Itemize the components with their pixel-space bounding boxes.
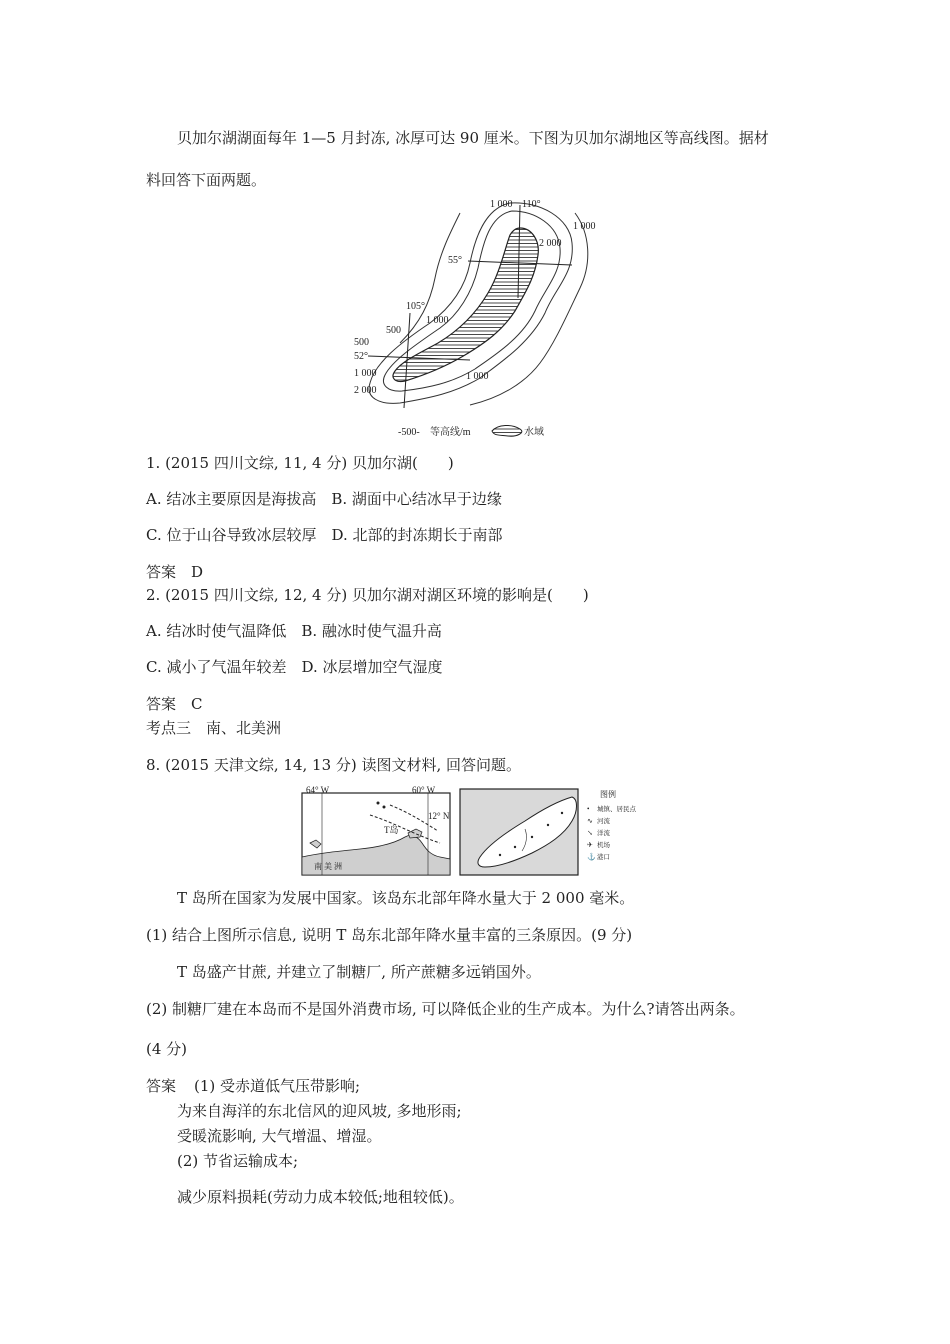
town-dot — [561, 812, 563, 814]
baikal-contour-map — [340, 193, 610, 443]
town-dot — [531, 836, 533, 838]
t-island-map-svg — [300, 785, 640, 877]
q2-stem: 2. (2015 四川文综, 12, 4 分) 贝加尔湖对湖区环境的影响是( ) — [146, 586, 589, 604]
q2-options-cd: C. 减小了气温年较差 D. 冰层增加空气湿度 — [146, 658, 443, 676]
legend-river-text: 河流 — [597, 818, 610, 825]
label-1000-top: 1 000 — [490, 199, 513, 210]
label-south-america: 南 美 洲 — [314, 862, 342, 871]
legend-water-symbol — [492, 425, 522, 436]
q1-options-cd: C. 位于山谷导致冰层较厚 D. 北部的封冻期长于南部 — [146, 526, 503, 544]
legend-port-icon: ⚓ — [587, 853, 596, 861]
q1-stem: 1. (2015 四川文综, 11, 4 分) 贝加尔湖( ) — [146, 454, 454, 472]
islet-dot — [383, 806, 386, 809]
label-2000-sw: 2 000 — [354, 385, 377, 396]
legend-town-icon: • — [587, 805, 590, 813]
legend-contour-value: -500- — [398, 427, 420, 438]
label-1000-se: 1 000 — [466, 371, 489, 382]
legend-town-text: 城镇、居民点 — [597, 806, 636, 813]
q2-options-ab: A. 结冰时使气温降低 B. 融冰时使气温升高 — [146, 622, 442, 640]
legend-airport-icon: ✈ — [587, 841, 593, 849]
q8-material-1: T 岛所在国家为发展中国家。该岛东北部年降水量大于 2 000 毫米。 — [177, 889, 635, 907]
label-1000-ne: 1 000 — [573, 221, 596, 232]
label-12n: 12° N — [428, 811, 450, 821]
legend-current-icon: ↘ — [587, 829, 593, 837]
islet-dot — [377, 802, 380, 805]
legend-water-text: 水域 — [524, 427, 544, 438]
q1-options-ab: A. 结冰主要原因是海拔高 B. 湖面中心结冰早于边缘 — [146, 490, 502, 508]
town-dot — [547, 824, 549, 826]
label-2000-ne: 2 000 — [539, 238, 562, 249]
q2-answer: 答案 C — [146, 695, 203, 713]
label-110-lon: 110° — [522, 199, 541, 210]
label-1000-sw: 1 000 — [354, 368, 377, 379]
legend-current-text: 洋流 — [597, 830, 610, 837]
town-dot — [514, 846, 516, 848]
label-52-lat: 52° — [354, 351, 368, 362]
intro-line-2: 料回答下面两题。 — [146, 171, 267, 189]
town-dot — [499, 854, 501, 856]
label-60w: 60° W — [412, 785, 436, 795]
legend-river-icon: ∿ — [587, 817, 593, 825]
q8-sub-question-1: (1) 结合上图所示信息, 说明 T 岛东北部年降水量丰富的三条原因。(9 分) — [146, 926, 633, 944]
q8-sub-question-2-points: (4 分) — [146, 1040, 188, 1058]
legend-airport-text: 机场 — [597, 842, 610, 849]
intro-line-1: 贝加尔湖湖面每年 1—5 月封冻, 冰厚可达 90 厘米。下图为贝加尔湖地区等高线图。据材 — [177, 129, 769, 147]
legend-title: 图例 — [600, 790, 616, 799]
q8-answer-line-5: 减少原料损耗(劳动力成本较低;地租较低)。 — [177, 1188, 464, 1206]
section-heading: 考点三 南、北美洲 — [146, 719, 282, 737]
q8-answer-line-4: (2) 节省运输成本; — [177, 1152, 299, 1170]
q8-answer-line-2: 为来自海洋的东北信风的迎风坡, 多地形雨; — [177, 1102, 462, 1120]
legend-port-text: 港口 — [597, 854, 610, 861]
baikal-contour-svg — [340, 193, 610, 443]
label-105-lon: 105° — [406, 301, 425, 312]
label-500-b: 500 — [354, 337, 369, 348]
q8-answer-line-3: 受暖流影响, 大气增温、增湿。 — [177, 1127, 382, 1145]
legend-contour-text: 等高线/m — [430, 427, 471, 438]
label-55-lat: 55° — [448, 255, 462, 266]
label-500-a: 500 — [386, 325, 401, 336]
q8-answer-label: 答案 — [146, 1077, 177, 1095]
q8-answer-line-1: (1) 受赤道低气压带影响; — [194, 1077, 361, 1095]
q8-stem: 8. (2015 天津文综, 14, 13 分) 读图文材料, 回答问题。 — [146, 756, 522, 774]
q8-material-2: T 岛盛产甘蔗, 并建立了制糖厂, 所产蔗糖多远销国外。 — [177, 963, 541, 981]
q8-sub-question-2: (2) 制糖厂建在本岛而不是国外消费市场, 可以降低企业的生产成本。为什么?请答出两条。 — [146, 1000, 745, 1018]
label-1000-mid: 1 000 — [426, 315, 449, 326]
label-64w: 64° W — [306, 785, 330, 795]
label-t-island: T岛 — [384, 825, 399, 835]
q1-answer: 答案 D — [146, 563, 204, 581]
t-island-map — [300, 785, 640, 877]
